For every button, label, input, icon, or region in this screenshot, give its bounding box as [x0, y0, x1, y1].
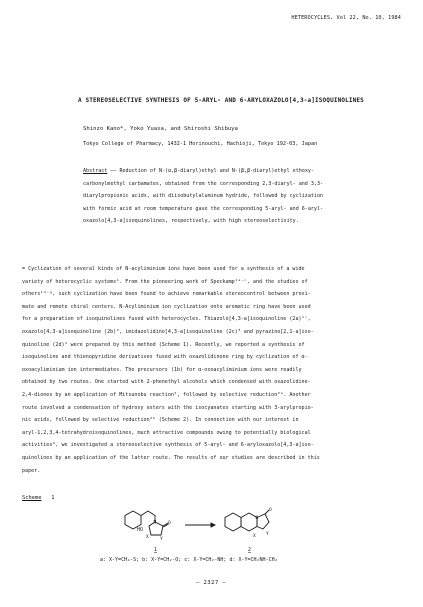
atom-N-1: N: [153, 520, 157, 526]
page-number: — 2327 —: [196, 580, 227, 586]
body-line: isoquinoline and thienopyridine derivatives fused with oxazolidinone ring by cyclization of α-: [22, 354, 308, 361]
atom-Y-1: Y: [160, 537, 163, 542]
body-text: [22, 263, 410, 477]
atom-O-2: O: [269, 508, 272, 513]
benzene-ring-2: [225, 513, 241, 531]
scheme-label: [22, 495, 54, 501]
atom-X-1: X: [146, 535, 149, 540]
atom-HO: HO: [137, 527, 144, 533]
body-line: 2,4-diones by an application of Mitsunobu reaction⁵, followed by selective reduction²ᵃ. Another: [22, 391, 311, 398]
body-line: quinolines by an application of the latter route. The results of our studies are described in this: [22, 454, 320, 461]
body-line: others¹ᵈ⁻ᵍ, such cyclization have been found to achieve remarkable stereocontrol between proxi-: [22, 291, 311, 298]
abstract-line: with formic acid at room temperature gave the corresponding 5-aryl- and 6-aryl-: [83, 205, 324, 212]
body-line: for a preparation of isoquinolines fused with heterocycles. Thiazolo[4,3-a]isoquinoline (2a)¹ᶜ,: [22, 316, 311, 323]
oxazolidinone-ring-2: [257, 514, 269, 529]
body-line: variety of heterocyclic systems¹. From the pioneering work of Speckamp¹ᵃ⁻ᶜ, and the studies of: [22, 278, 308, 285]
body-line: nic acids, followed by selective reduction²ᵇ (Scheme 2). In connection with our interest in: [22, 417, 299, 424]
abstract-label: Abstract: [83, 168, 108, 174]
abstract-line: carbonylmethyl carbamates, obtained from the corresponding 2,3-diaryl- and 3,3-: [83, 180, 324, 187]
scheme-label-word: Scheme: [22, 495, 42, 501]
body-line: mate and remote chiral centers. N-Acyliminium ion cyclization onto aromatic ring have been used: [22, 303, 311, 310]
compound-1-label: 1: [154, 547, 158, 553]
body-line: quinoline (2d)⁴ were prepared by this method (Scheme 1). Recently, we reported a synthesis of: [22, 341, 305, 348]
journal-header: HETEROCYCLES, Vol 22, No. 10, 1984: [291, 15, 401, 21]
abstract-line: diarylpropionic acids, with diisobutylaluminum hydride, followed by cyclization: [83, 193, 324, 200]
atom-X-2: X: [253, 534, 256, 539]
body-line: oxoacyliminium ion intermediates. The precursors (1b) for α-oxoacyliminium ions were readily: [22, 366, 302, 373]
authors: Shinzo Kano*, Yoko Yuasa, and Shiroshi Shibuya: [83, 126, 238, 132]
body-line: activities⁶, we investigated a stereoselective synthesis of 5-aryl- and 6-aryloxazolo[4,3-a]iso-: [22, 442, 314, 449]
compound-2-label: 2: [248, 547, 252, 553]
body-line: = Cyclization of several kinds of N-acyliminium ions have been used for a synthesis of a wide: [22, 266, 305, 272]
scheme-label-number: 1: [51, 495, 55, 501]
paper-title: A STEREOSELECTIVE SYNTHESIS OF 5-ARYL- AND 6-ARYLOXAZOLO[4,3-a]ISOQUINOLINES: [78, 97, 364, 104]
scheme-1-structures: [115, 505, 315, 555]
affiliation: Tokyo College of Pharmacy, 1432-1 Horinouchi, Hachioji, Tokyo 192-03, Japan: [83, 141, 318, 147]
body-line: oxazolo[4,3-a]isoquinoline (2b)², imidazolidino[4,3-a]isoquinoline (2c)³ and pyrazino[2,1-a]iso-: [22, 328, 314, 335]
body-line: paper.: [22, 467, 41, 474]
scheme-caption: a: X-Y=CH₂-S; b: X-Y=CH₂-O; c: X-Y=CH₂-NH; d: X-Y=CH₂NH-CH₂: [100, 557, 278, 563]
abstract-line: Abstract —— Reduction of N-(α,β-diaryl)ethyl and N-(β,β-diaryl)ethyl ethoxy-: [83, 168, 314, 174]
atom-N-2: N: [255, 516, 259, 521]
abstract-line: oxazolo[4,3-a]isoquinolines, respectively, with high stereoselectivity.: [83, 218, 299, 225]
arrow-head: [211, 523, 215, 527]
body-line: obtained by two routes. One started with 2-phenethyl alcohols which condensed with oxazolidine-: [22, 379, 311, 386]
body-line: aryl-1,2,3,4-tetrahydroisoquinolines, much attractive compounds owing to potentially biological: [22, 429, 311, 436]
atom-Y-2: Y: [266, 532, 269, 537]
atom-O-1: O: [168, 521, 171, 526]
body-line: route involved a condensation of hydroxy esters with the isocyanates starting with 3-arylpropio-: [22, 404, 314, 411]
abstract: [83, 165, 403, 228]
